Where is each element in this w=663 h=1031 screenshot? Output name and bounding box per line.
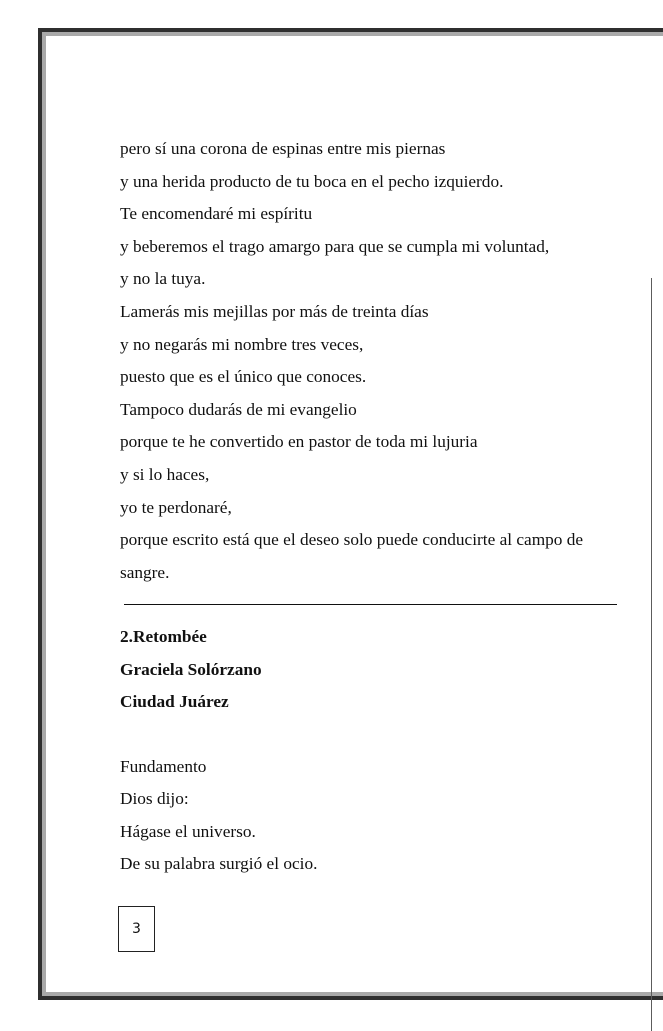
poem-line: Lamerás mis mejillas por más de treinta días bbox=[120, 301, 429, 321]
poem-line: porque escrito está que el deseo solo puede conducirte al campo de bbox=[120, 530, 584, 550]
poem-line: Tampoco dudarás de mi evangelio bbox=[120, 399, 357, 419]
entry-author: Graciela Solórzano bbox=[120, 659, 262, 679]
page-number: 3 bbox=[118, 906, 155, 952]
second-poem-line: Dios dijo: bbox=[120, 789, 189, 809]
section-divider bbox=[124, 604, 617, 605]
poem-line: pero sí una corona de espinas entre mis piernas bbox=[120, 139, 446, 158]
second-poem-text bbox=[120, 751, 620, 881]
second-poem-line: Hágase el universo. bbox=[120, 821, 256, 841]
entry-city: Ciudad Juárez bbox=[120, 692, 229, 711]
poem-line: yo te perdonaré, bbox=[120, 497, 232, 517]
poem-line: y si lo haces, bbox=[120, 464, 210, 484]
poem-line: y una herida producto de tu boca en el pecho izquierdo. bbox=[120, 171, 504, 191]
second-poem-line: Fundamento bbox=[120, 757, 207, 776]
poem-line: y no negarás mi nombre tres veces, bbox=[120, 334, 364, 354]
poem-line: sangre. bbox=[120, 562, 170, 582]
poem-line: porque te he convertido en pastor de toda mi lujuria bbox=[120, 432, 478, 452]
entry-header bbox=[120, 621, 620, 719]
poem-text bbox=[120, 133, 645, 589]
poem-line: Te encomendaré mi espíritu bbox=[120, 204, 313, 224]
second-poem-line: De su palabra surgió el ocio. bbox=[120, 854, 318, 874]
entry-title: 2.Retombée bbox=[120, 627, 207, 646]
poem-line: y beberemos el trago amargo para que se cumpla mi voluntad, bbox=[120, 236, 550, 256]
right-margin-rule bbox=[651, 278, 652, 1031]
poem-line: puesto que es el único que conoces. bbox=[120, 367, 367, 387]
poem-line: y no la tuya. bbox=[120, 269, 206, 289]
